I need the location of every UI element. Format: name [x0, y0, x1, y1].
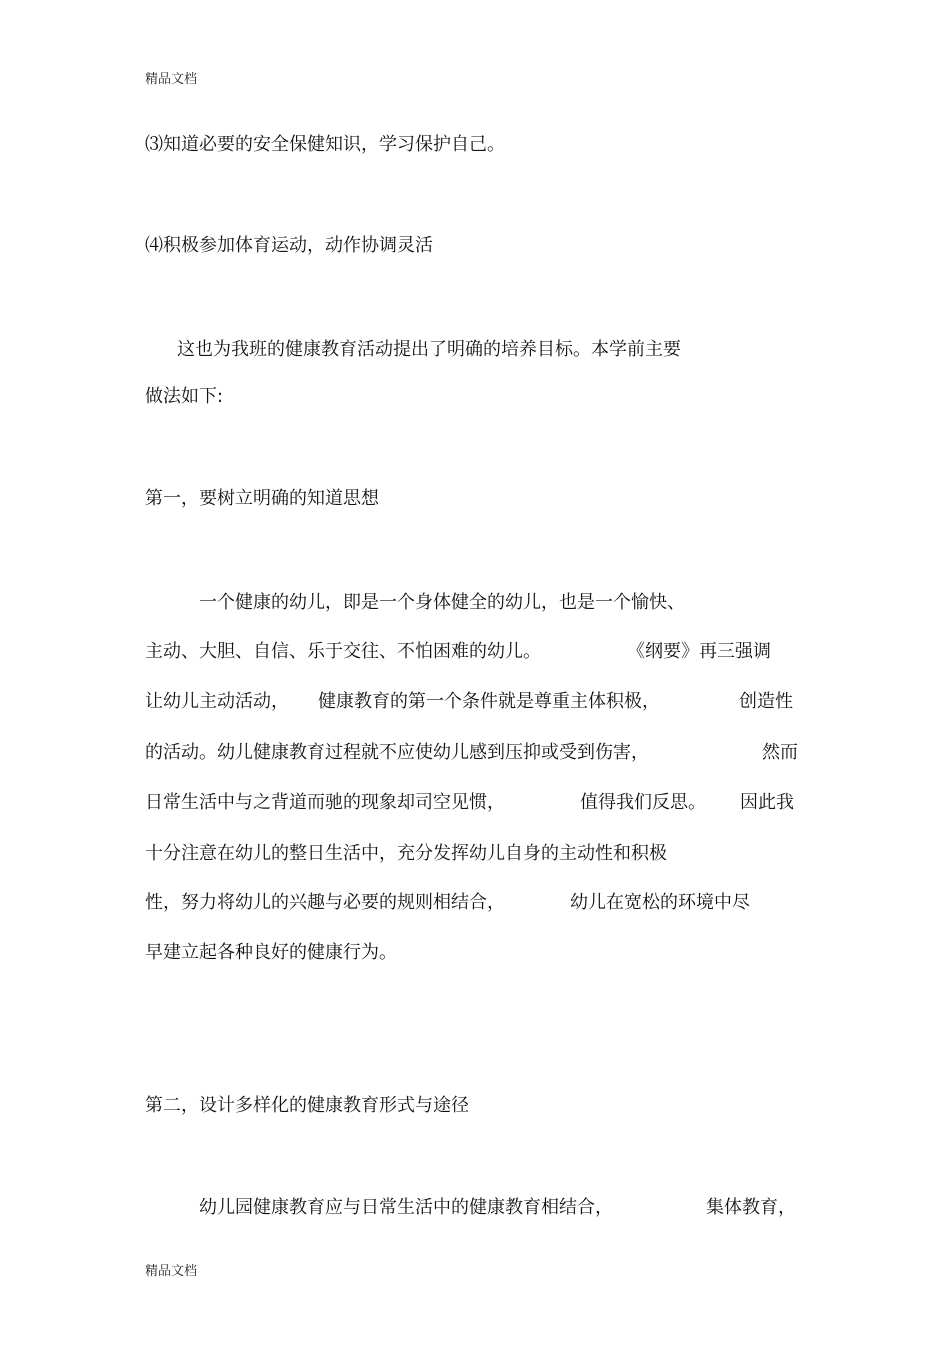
- section-1-title: 第一，要树立明确的知道思想: [145, 488, 379, 509]
- paragraph-1-line-1: 一个健康的幼儿，即是一个身体健全的幼儿，也是一个愉快、: [199, 592, 685, 613]
- paragraph-1-line-5b: 值得我们反思。: [580, 792, 706, 813]
- paragraph-1-line-5c: 因此我: [740, 792, 794, 813]
- paragraph-1-line-6: 十分注意在幼儿的整日生活中，充分发挥幼儿自身的主动性和积极: [145, 843, 667, 864]
- intro-line-1: 这也为我班的健康教育活动提出了明确的培养目标。本学前主要: [177, 339, 681, 360]
- paragraph-1-line-3c: 创造性: [739, 691, 793, 712]
- paragraph-1-line-2a: 主动、大胆、自信、乐于交往、不怕困难的幼儿。: [145, 641, 541, 662]
- paragraph-1-line-7b: 幼儿在宽松的环境中尽: [570, 892, 750, 913]
- paragraph-2-line-1b: 集体教育，: [706, 1197, 796, 1218]
- paragraph-1-line-3b: 健康教育的第一个条件就是尊重主体积极，: [318, 691, 660, 712]
- page-header: 精品文档: [145, 72, 198, 87]
- section-2-title: 第二，设计多样化的健康教育形式与途径: [145, 1095, 469, 1116]
- paragraph-1-line-8: 早建立起各种良好的健康行为。: [145, 942, 397, 963]
- paragraph-1-line-4b: 然而: [762, 742, 798, 763]
- paragraph-1-line-2b: 《纲要》再三强调: [627, 641, 771, 662]
- paragraph-1-line-5a: 日常生活中与之背道而驰的现象却司空见惯，: [145, 792, 505, 813]
- paragraph-2-line-1a: 幼儿园健康教育应与日常生活中的健康教育相结合，: [199, 1197, 613, 1218]
- intro-line-2: 做法如下:: [145, 386, 224, 407]
- paragraph-1-line-4a: 的活动。幼儿健康教育过程就不应使幼儿感到压抑或受到伤害，: [145, 742, 649, 763]
- list-item-3: ⑶知道必要的安全保健知识，学习保护自己。: [145, 134, 505, 155]
- list-item-4: ⑷积极参加体育运动，动作协调灵活: [145, 235, 433, 256]
- paragraph-1-line-3a: 让幼儿主动活动，: [145, 691, 289, 712]
- paragraph-1-line-7a: 性，努力将幼儿的兴趣与必要的规则相结合，: [145, 892, 505, 913]
- page-footer: 精品文档: [145, 1264, 198, 1279]
